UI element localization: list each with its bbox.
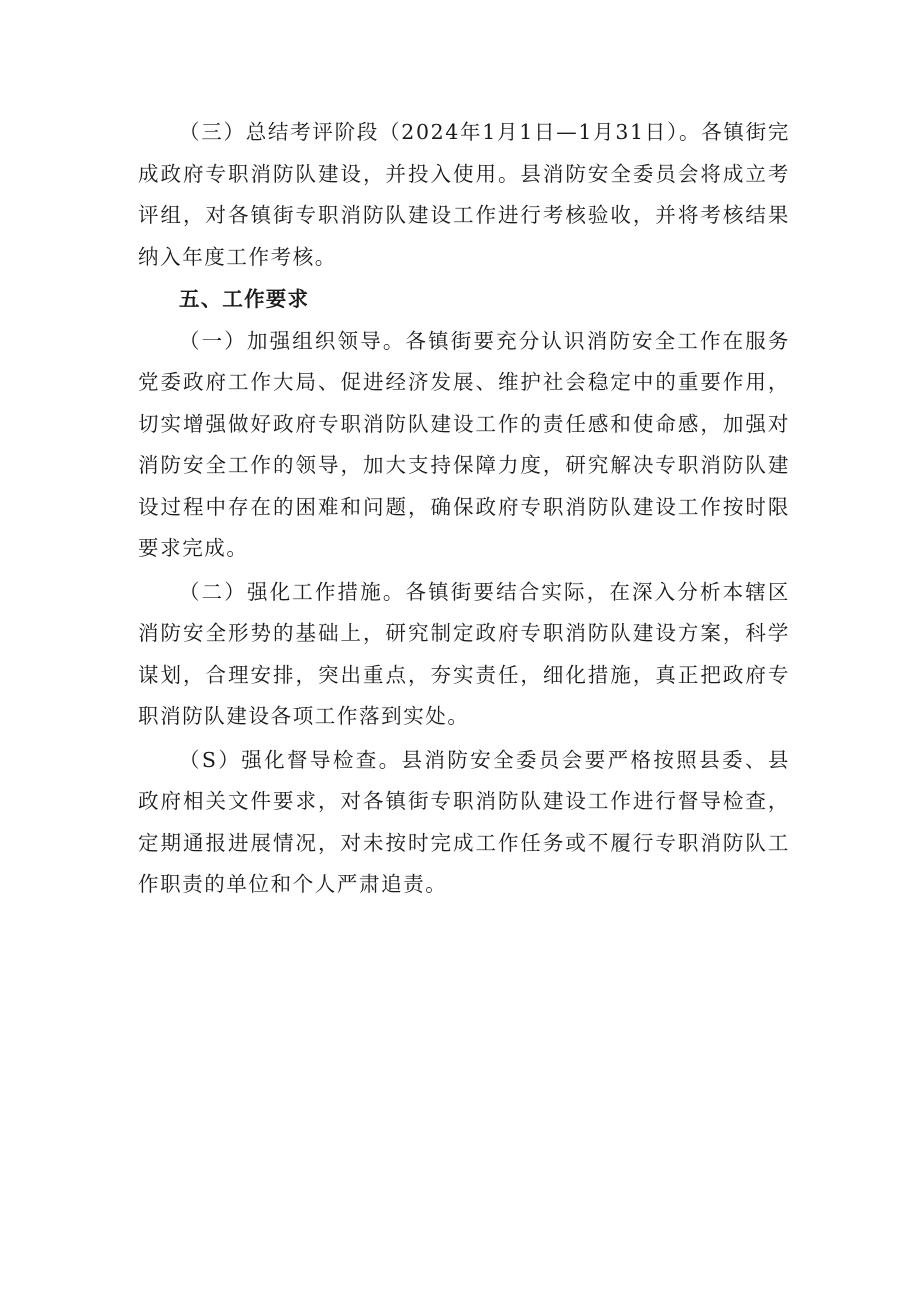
paragraph-requirement-leadership: （一）加强组织领导。各镇街要充分认识消防安全工作在服务党委政府工作大局、促进经济发展、维护社会稳定中的重要作用，切实增强做好政府专职消防队建设工作的责任感和使命感，加强对消防安全工作的领导，加大支持保障力度，研究解决专职消防队建设过程中存在的困难和问题，确保政府专职消防队建设工作按时限要求完成。 — [138, 328, 790, 560]
paragraph-requirement-supervision: （S）强化督导检查。县消防安全委员会要严格按照县委、县政府相关文件要求，对各镇街专职消防队建设工作进行督导检查，定期通报进展情况，对未按时完成工作任务或不履行专职消防队工作职责的单位和个人严肃追责。 — [138, 747, 790, 896]
section-heading-work-requirements: 五、工作要求 — [179, 287, 310, 311]
document-body — [138, 112, 790, 906]
paragraph-requirement-measures: （二）强化工作措施。各镇街要结合实际，在深入分析本辖区消防安全形势的基础上，研究制定政府专职消防队建设方案，科学谋划，合理安排，突出重点，夯实责任，细化措施，真正把政府专职消防队建设各项工作落到实处。 — [138, 579, 790, 728]
paragraph-summary-stage: （三）总结考评阶段（2024年1月1日—1月31日）。各镇街完成政府专职消防队建设，并投入使用。县消防安全委员会将成立考评组，对各镇街专职消防队建设工作进行考核验收，并将考核结果纳入年度工作考核。 — [138, 120, 790, 269]
